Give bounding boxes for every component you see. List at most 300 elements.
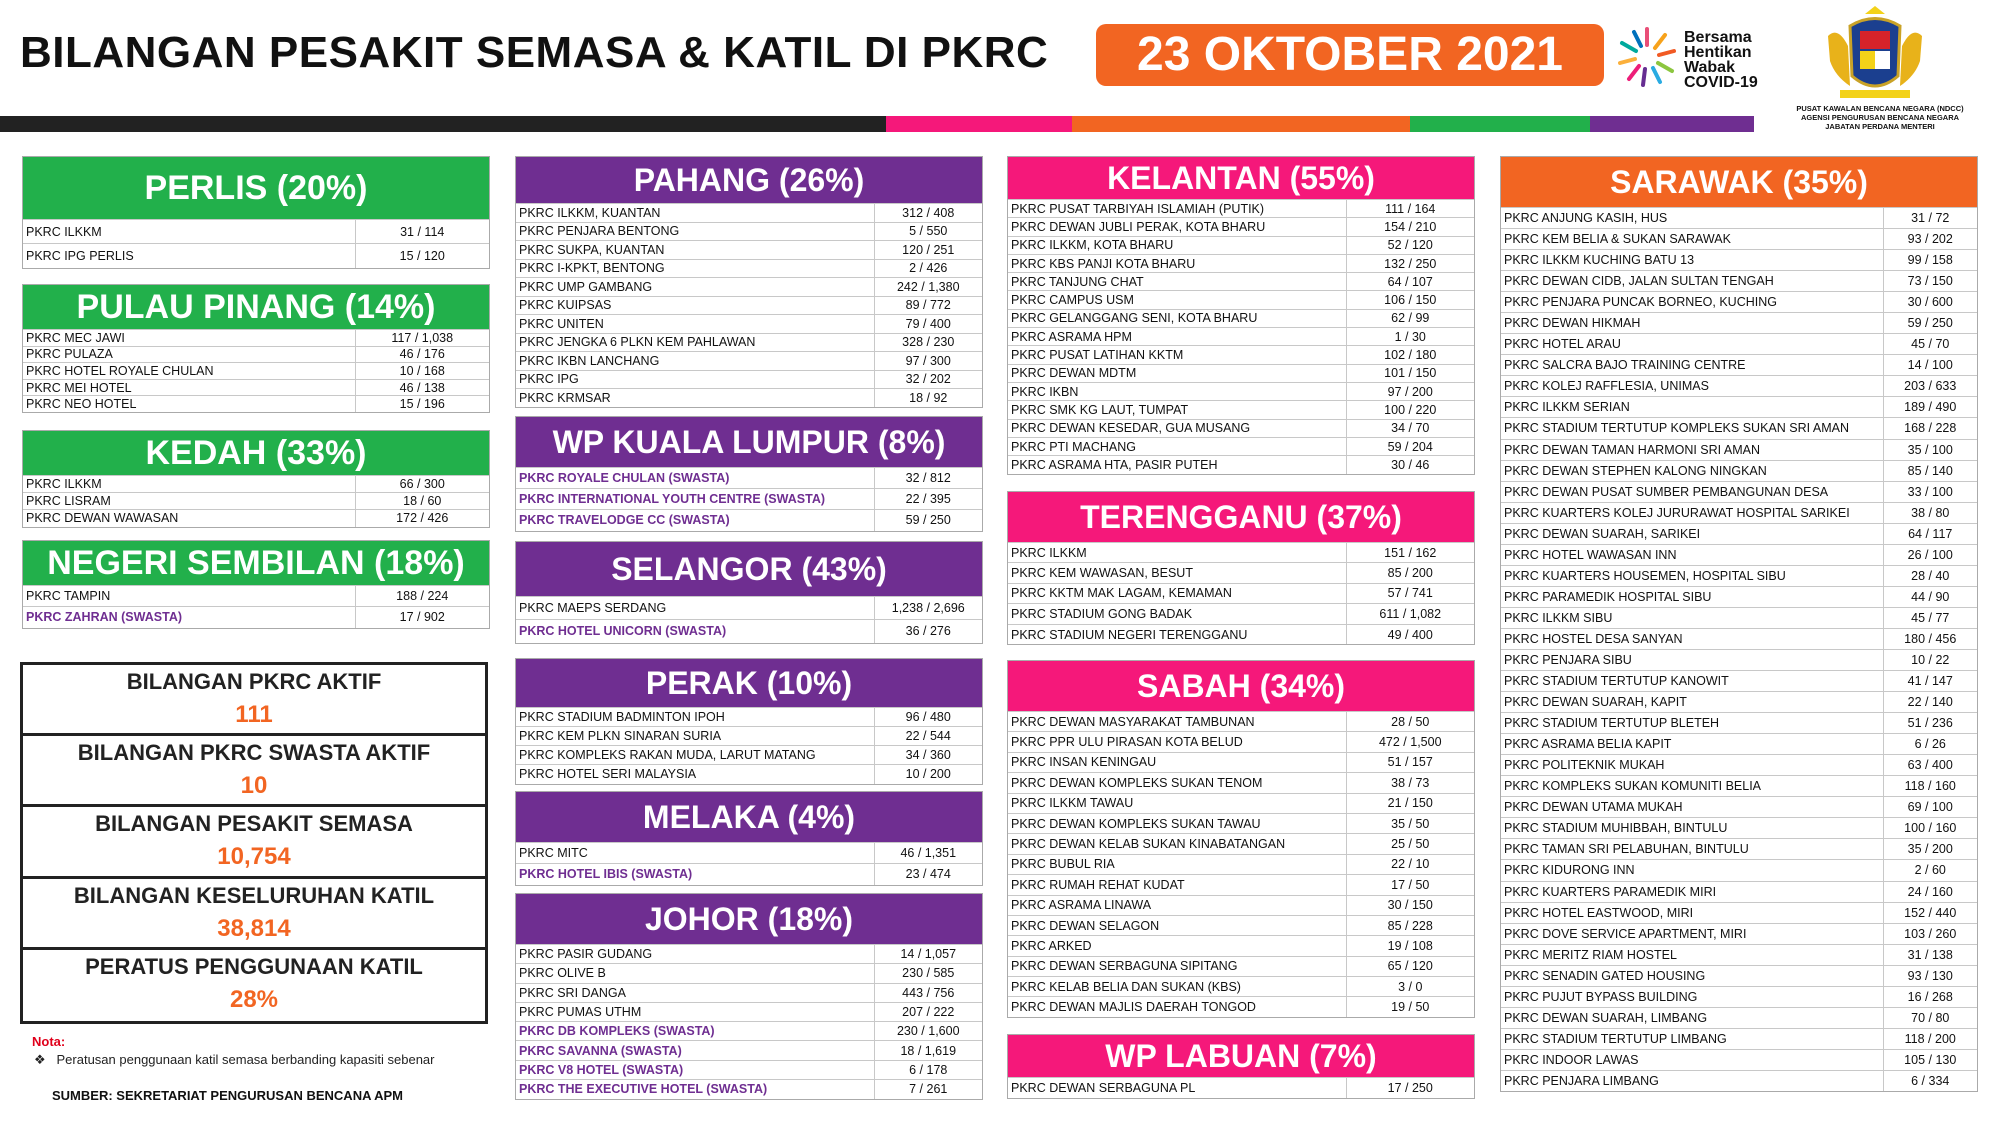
patients-beds-value: 97 / 200 [1346,382,1474,400]
state-section [515,541,983,644]
table-row [516,241,982,260]
pkrc-name: PKRC STADIUM NEGERI TERENGGANU [1008,624,1346,644]
pkrc-table [516,203,982,407]
patients-beds-value: 31 / 138 [1883,944,1977,965]
pkrc-name: PKRC PENJARA PUNCAK BORNEO, KUCHING [1501,292,1883,313]
table-row [516,597,982,620]
table-row [1008,875,1474,895]
pkrc-name: PKRC DEWAN UTAMA MUKAH [1501,797,1883,818]
table-row [1501,797,1977,818]
pkrc-name: PKRC DEWAN SUARAH, SARIKEI [1501,523,1883,544]
pkrc-name: PKRC STADIUM TERTUTUP BLETEH [1501,713,1883,734]
patients-beds-value: 2 / 426 [874,259,982,278]
pkrc-name: PKRC PULAZA [23,346,355,363]
table-row [516,315,982,334]
pkrc-name: PKRC MAEPS SERDANG [516,597,874,620]
patients-beds-value: 63 / 400 [1883,755,1977,776]
state-section [22,156,490,269]
patients-beds-value: 34 / 70 [1346,419,1474,437]
pkrc-name: PKRC OLIVE B [516,964,874,983]
table-row [516,259,982,278]
patients-beds-value: 28 / 40 [1883,565,1977,586]
state-section [1007,491,1475,645]
table-row [23,379,489,396]
patients-beds-value: 102 / 180 [1346,346,1474,364]
pkrc-name: PKRC THE EXECUTIVE HOTEL (SWASTA) [516,1080,874,1099]
table-row [1501,986,1977,1007]
pkrc-table [1008,199,1474,474]
patients-beds-value: 101 / 150 [1346,364,1474,382]
pkrc-name: PKRC ILKKM [1008,543,1346,563]
patients-beds-value: 32 / 812 [874,468,982,489]
pkrc-table [23,219,489,268]
pkrc-table [516,596,982,643]
pkrc-name: PKRC KEM WAWASAN, BESUT [1008,563,1346,583]
patients-beds-value: 15 / 120 [355,244,489,268]
table-row [23,346,489,363]
pkrc-name: PKRC STADIUM GONG BADAK [1008,604,1346,624]
pkrc-name: PKRC MITC [516,843,874,864]
state-section [22,540,490,629]
pkrc-name: PKRC ILKKM SERIAN [1501,397,1883,418]
section-title: JOHOR (18%) [516,894,982,944]
table-row [1008,236,1474,254]
pkrc-name: PKRC INDOOR LAWAS [1501,1049,1883,1070]
table-row [1501,649,1977,670]
section-title: PERLIS (20%) [23,157,489,219]
patients-beds-value: 154 / 210 [1346,218,1474,236]
patients-beds-value: 62 / 99 [1346,309,1474,327]
pkrc-name: PKRC SUKPA, KUANTAN [516,241,874,260]
patients-beds-value: 17 / 50 [1346,875,1474,895]
pkrc-name: PKRC ILKKM SIBU [1501,607,1883,628]
patients-beds-value: 97 / 300 [874,352,982,371]
pkrc-name: PKRC PASIR GUDANG [516,945,874,964]
patients-beds-value: 93 / 202 [1883,229,1977,250]
table-row [516,843,982,864]
table-row [23,586,489,607]
pkrc-name: PKRC DEWAN SUARAH, KAPIT [1501,692,1883,713]
table-row [516,1022,982,1041]
pkrc-name: PKRC IPG PERLIS [23,244,355,268]
pkrc-name: PKRC KKTM MAK LAGAM, KEMAMAN [1008,583,1346,603]
campaign-line: Bersama [1684,29,1752,46]
pkrc-name: PKRC ROYALE CHULAN (SWASTA) [516,468,874,489]
pkrc-name: PKRC TAMAN SRI PELABUHAN, BINTULU [1501,839,1883,860]
header-stripe-orange [1072,116,1410,132]
patients-beds-value: 44 / 90 [1883,586,1977,607]
patients-beds-value: 152 / 440 [1883,902,1977,923]
diamond-bullet-icon: ❖ [34,1052,46,1067]
pkrc-name: PKRC DEWAN SELAGON [1008,915,1346,935]
patients-beds-value: 203 / 633 [1883,376,1977,397]
patients-beds-value: 23 / 474 [874,864,982,885]
pkrc-name: PKRC MEC JAWI [23,330,355,347]
patients-beds-value: 180 / 456 [1883,628,1977,649]
patients-beds-value: 46 / 176 [355,346,489,363]
pkrc-name: PKRC TRAVELODGE CC (SWASTA) [516,510,874,531]
table-row [516,1060,982,1079]
date-badge: 23 OKTOBER 2021 [1096,24,1604,86]
pkrc-name: PKRC DOVE SERVICE APARTMENT, MIRI [1501,923,1883,944]
patients-beds-value: 45 / 70 [1883,334,1977,355]
table-row [516,204,982,223]
section-title: PULAU PINANG (14%) [23,285,489,329]
campaign-line: COVID-19 [1684,74,1758,91]
summary-value: 10 [240,772,268,800]
campaign-line: Wabak [1684,59,1735,76]
pkrc-table [516,467,982,531]
note-title: Nota: [32,1034,66,1049]
pkrc-name: PKRC HOTEL EASTWOOD, MIRI [1501,902,1883,923]
patients-beds-value: 30 / 46 [1346,456,1474,474]
pkrc-name: PKRC TANJUNG CHAT [1008,273,1346,291]
state-section [515,156,983,408]
table-row [1501,376,1977,397]
table-row [23,607,489,628]
patients-beds-value: 16 / 268 [1883,986,1977,1007]
patients-beds-value: 168 / 228 [1883,418,1977,439]
pkrc-name: PKRC TAMPIN [23,586,355,607]
patients-beds-value: 25 / 50 [1346,834,1474,854]
pkrc-name: PKRC SALCRA BAJO TRAINING CENTRE [1501,355,1883,376]
table-row [1501,671,1977,692]
patients-beds-value: 1,238 / 2,696 [874,597,982,620]
table-row [1501,397,1977,418]
patients-beds-value: 17 / 250 [1346,1078,1474,1098]
table-row [23,396,489,413]
patients-beds-value: 30 / 600 [1883,292,1977,313]
patients-beds-value: 35 / 100 [1883,439,1977,460]
patients-beds-value: 38 / 73 [1346,773,1474,793]
pkrc-name: PKRC HOTEL SERI MALAYSIA [516,765,874,784]
pkrc-table [1008,542,1474,644]
patients-beds-value: 49 / 400 [1346,624,1474,644]
table-row [1501,439,1977,460]
patients-beds-value: 64 / 117 [1883,523,1977,544]
patients-beds-value: 96 / 480 [874,708,982,727]
pkrc-name: PKRC GELANGGANG SENI, KOTA BHARU [1008,309,1346,327]
agency-text [1770,104,1990,131]
pkrc-name: PKRC ZAHRAN (SWASTA) [23,607,355,628]
pkrc-name: PKRC STADIUM TERTUTUP KOMPLEKS SUKAN SRI AMAN [1501,418,1883,439]
page-title: BILANGAN PESAKIT SEMASA & KATIL DI PKRC [20,28,1049,77]
patients-beds-value: 111 / 164 [1346,200,1474,218]
table-row [23,220,489,244]
summary-label: BILANGAN PKRC SWASTA AKTIF [77,740,431,766]
patients-beds-value: 28 / 50 [1346,712,1474,732]
patients-beds-value: 6 / 178 [874,1060,982,1079]
pkrc-name: PKRC STADIUM MUHIBBAH, BINTULU [1501,818,1883,839]
patients-beds-value: 59 / 204 [1346,437,1474,455]
pkrc-name: PKRC HOTEL UNICORN (SWASTA) [516,620,874,643]
patients-beds-value: 105 / 130 [1883,1049,1977,1070]
table-row [1008,583,1474,603]
patients-beds-value: 22 / 140 [1883,692,1977,713]
pkrc-name: PKRC DEWAN KESEDAR, GUA MUSANG [1008,419,1346,437]
pkrc-name: PKRC DEWAN SERBAGUNA PL [1008,1078,1346,1098]
patients-beds-value: 132 / 250 [1346,254,1474,272]
patients-beds-value: 6 / 26 [1883,734,1977,755]
table-row [1008,437,1474,455]
section-title: WP KUALA LUMPUR (8%) [516,417,982,467]
table-row [1501,313,1977,334]
table-row [1008,936,1474,956]
table-row [1008,732,1474,752]
table-row [516,727,982,746]
patients-beds-value: 22 / 395 [874,489,982,510]
table-row [1501,607,1977,628]
pkrc-table [516,842,982,885]
pkrc-name: PKRC KUARTERS PARAMEDIK MIRI [1501,881,1883,902]
patients-beds-value: 24 / 160 [1883,881,1977,902]
table-row [1008,364,1474,382]
pkrc-name: PKRC DEWAN JUBLI PERAK, KOTA BHARU [1008,218,1346,236]
pkrc-name: PKRC INTERNATIONAL YOUTH CENTRE (SWASTA) [516,489,874,510]
table-row [1501,355,1977,376]
patients-beds-value: 207 / 222 [874,1002,982,1021]
header-stripe-dark [0,116,886,132]
table-row [1501,523,1977,544]
patients-beds-value: 79 / 400 [874,315,982,334]
pkrc-name: PKRC KOMPLEKS RAKAN MUDA, LARUT MATANG [516,746,874,765]
table-row [1501,713,1977,734]
patients-beds-value: 10 / 22 [1883,649,1977,670]
patients-beds-value: 36 / 276 [874,620,982,643]
table-row [516,296,982,315]
pkrc-name: PKRC PPR ULU PIRASAN KOTA BELUD [1008,732,1346,752]
pkrc-name: PKRC STADIUM TERTUTUP LIMBANG [1501,1028,1883,1049]
table-row [1008,254,1474,272]
pkrc-name: PKRC JENGKA 6 PLKN KEM PAHLAWAN [516,333,874,352]
patients-beds-value: 472 / 1,500 [1346,732,1474,752]
table-row [1501,776,1977,797]
pkrc-name: PKRC DEWAN KELAB SUKAN KINABATANGAN [1008,834,1346,854]
section-title: KELANTAN (55%) [1008,157,1474,199]
table-row [516,389,982,408]
patients-beds-value: 85 / 228 [1346,915,1474,935]
patients-beds-value: 19 / 108 [1346,936,1474,956]
patients-beds-value: 45 / 77 [1883,607,1977,628]
pkrc-name: PKRC DEWAN TAMAN HARMONI SRI AMAN [1501,439,1883,460]
table-row [1008,752,1474,772]
pkrc-name: PKRC MEI HOTEL [23,379,355,396]
table-row [1501,502,1977,523]
state-section [22,284,490,413]
state-section [1007,156,1475,475]
table-row [516,352,982,371]
table-row [1008,956,1474,976]
agency-line: JABATAN PERDANA MENTERI [1825,122,1935,131]
patients-beds-value: 6 / 334 [1883,1070,1977,1091]
summary-value: 28% [229,985,279,1013]
pkrc-name: PKRC ILKKM KUCHING BATU 13 [1501,250,1883,271]
pkrc-table [516,707,982,784]
pkrc-name: PKRC DB KOMPLEKS (SWASTA) [516,1022,874,1041]
table-row [1008,346,1474,364]
pkrc-name: PKRC ASRAMA HTA, PASIR PUTEH [1008,456,1346,474]
patients-beds-value: 89 / 772 [874,296,982,315]
pkrc-name: PKRC DEWAN MASYARAKAT TAMBUNAN [1008,712,1346,732]
pkrc-name: PKRC IKBN [1008,382,1346,400]
pkrc-name: PKRC KUIPSAS [516,296,874,315]
pkrc-name: PKRC PUJUT BYPASS BUILDING [1501,986,1883,1007]
patients-beds-value: 106 / 150 [1346,291,1474,309]
table-row [23,510,489,527]
pkrc-name: PKRC PTI MACHANG [1008,437,1346,455]
patients-beds-value: 1 / 30 [1346,328,1474,346]
pkrc-name: PKRC ASRAMA HPM [1008,328,1346,346]
pkrc-name: PKRC ASRAMA BELIA KAPIT [1501,734,1883,755]
table-row [1008,200,1474,218]
patients-beds-value: 99 / 158 [1883,250,1977,271]
state-section [1500,156,1978,1092]
patients-beds-value: 230 / 585 [874,964,982,983]
summary-cell [23,807,485,878]
pkrc-name: PKRC PENJARA SIBU [1501,649,1883,670]
patients-beds-value: 57 / 741 [1346,583,1474,603]
table-row [1008,1078,1474,1098]
patients-beds-value: 100 / 220 [1346,401,1474,419]
table-row [1501,271,1977,292]
pkrc-name: PKRC ILKKM [23,476,355,493]
table-row [23,363,489,380]
section-title: KEDAH (33%) [23,431,489,475]
campaign-line: Hentikan [1684,44,1752,61]
pkrc-name: PKRC KUARTERS HOUSEMEN, HOSPITAL SIBU [1501,565,1883,586]
table-row [1008,773,1474,793]
table-row [1008,834,1474,854]
patients-beds-value: 85 / 140 [1883,460,1977,481]
pkrc-table [23,329,489,412]
table-row [1501,944,1977,965]
pkrc-name: PKRC DEWAN MDTM [1008,364,1346,382]
pkrc-name: PKRC HOTEL ROYALE CHULAN [23,363,355,380]
patients-beds-value: 7 / 261 [874,1080,982,1099]
table-row [1501,229,1977,250]
patients-beds-value: 10 / 200 [874,765,982,784]
patients-beds-value: 188 / 224 [355,586,489,607]
summary-label: PERATUS PENGGUNAAN KATIL [85,953,423,979]
table-row [1501,818,1977,839]
state-section [515,416,983,532]
pkrc-name: PKRC SAVANNA (SWASTA) [516,1041,874,1060]
pkrc-name: PKRC V8 HOTEL (SWASTA) [516,1060,874,1079]
table-row [1008,328,1474,346]
table-row [1008,543,1474,563]
patients-beds-value: 230 / 1,600 [874,1022,982,1041]
state-section [1007,1034,1475,1099]
table-row [23,493,489,510]
patients-beds-value: 46 / 138 [355,379,489,396]
pkrc-name: PKRC SENADIN GATED HOUSING [1501,965,1883,986]
table-row [516,489,982,510]
burst-icon [1616,26,1678,88]
patients-beds-value: 18 / 1,619 [874,1041,982,1060]
table-row [1501,1007,1977,1028]
table-row [516,746,982,765]
patients-beds-value: 22 / 544 [874,727,982,746]
source-text: SUMBER: SEKRETARIAT PENGURUSAN BENCANA APM [52,1088,404,1103]
pkrc-table [1008,1077,1474,1098]
patients-beds-value: 17 / 902 [355,607,489,628]
patients-beds-value: 59 / 250 [874,510,982,531]
table-row [1501,839,1977,860]
pkrc-name: PKRC KOMPLEKS SUKAN KOMUNITI BELIA [1501,776,1883,797]
patients-beds-value: 2 / 60 [1883,860,1977,881]
patients-beds-value: 151 / 162 [1346,543,1474,563]
pkrc-name: PKRC IKBN LANCHANG [516,352,874,371]
pkrc-name: PKRC IPG [516,370,874,389]
pkrc-name: PKRC POLITEKNIK MUKAH [1501,755,1883,776]
table-row [1501,208,1977,229]
table-row [1501,1070,1977,1091]
table-row [516,1080,982,1099]
pkrc-name: PKRC KIDURONG INN [1501,860,1883,881]
patients-beds-value: 312 / 408 [874,204,982,223]
summary-value: 10,754 [217,843,291,871]
pkrc-name: PKRC ILKKM, KUANTAN [516,204,874,223]
pkrc-name: PKRC HOSTEL DESA SANYAN [1501,628,1883,649]
pkrc-name: PKRC DEWAN MAJLIS DAERAH TONGOD [1008,997,1346,1017]
summary-cell [23,950,485,1021]
patients-beds-value: 51 / 236 [1883,713,1977,734]
table-row [1501,860,1977,881]
agency-line: AGENSI PENGURUSAN BENCANA NEGARA [1800,113,1960,122]
pkrc-name: PKRC PARAMEDIK HOSPITAL SIBU [1501,586,1883,607]
coat-of-arms-icon [1820,6,1930,106]
pkrc-name: PKRC PUSAT LATIHAN KKTM [1008,346,1346,364]
pkrc-name: PKRC BUBUL RIA [1008,854,1346,874]
patients-beds-value: 69 / 100 [1883,797,1977,818]
table-row [516,222,982,241]
pkrc-name: PKRC DEWAN STEPHEN KALONG NINGKAN [1501,460,1883,481]
pkrc-name: PKRC KEM BELIA & SUKAN SARAWAK [1501,229,1883,250]
patients-beds-value: 32 / 202 [874,370,982,389]
patients-beds-value: 31 / 114 [355,220,489,244]
table-row [23,330,489,347]
patients-beds-value: 103 / 260 [1883,923,1977,944]
pkrc-name: PKRC CAMPUS USM [1008,291,1346,309]
table-row [516,708,982,727]
pkrc-name: PKRC ILKKM TAWAU [1008,793,1346,813]
summary-cell [23,879,485,950]
agency-line: PUSAT KAWALAN BENCANA NEGARA (NDCC) [1796,104,1964,113]
table-row [516,370,982,389]
pkrc-name: PKRC STADIUM BADMINTON IPOH [516,708,874,727]
patients-beds-value: 5 / 550 [874,222,982,241]
campaign-logo [1616,24,1781,94]
table-row [1501,250,1977,271]
pkrc-table [1501,207,1977,1091]
summary-label: BILANGAN PESAKIT SEMASA [95,811,413,837]
pkrc-name: PKRC KRMSAR [516,389,874,408]
patients-beds-value: 10 / 168 [355,363,489,380]
patients-beds-value: 51 / 157 [1346,752,1474,772]
patients-beds-value: 70 / 80 [1883,1007,1977,1028]
pkrc-name: PKRC HOTEL WAWASAN INN [1501,544,1883,565]
table-row [1008,291,1474,309]
state-section [22,430,490,528]
table-row [1008,218,1474,236]
table-row [516,983,982,1002]
table-row [1008,712,1474,732]
pkrc-name: PKRC HOTEL ARAU [1501,334,1883,355]
pkrc-name: PKRC LISRAM [23,493,355,510]
pkrc-name: PKRC KBS PANJI KOTA BHARU [1008,254,1346,272]
patients-beds-value: 3 / 0 [1346,977,1474,997]
table-row [1008,604,1474,624]
